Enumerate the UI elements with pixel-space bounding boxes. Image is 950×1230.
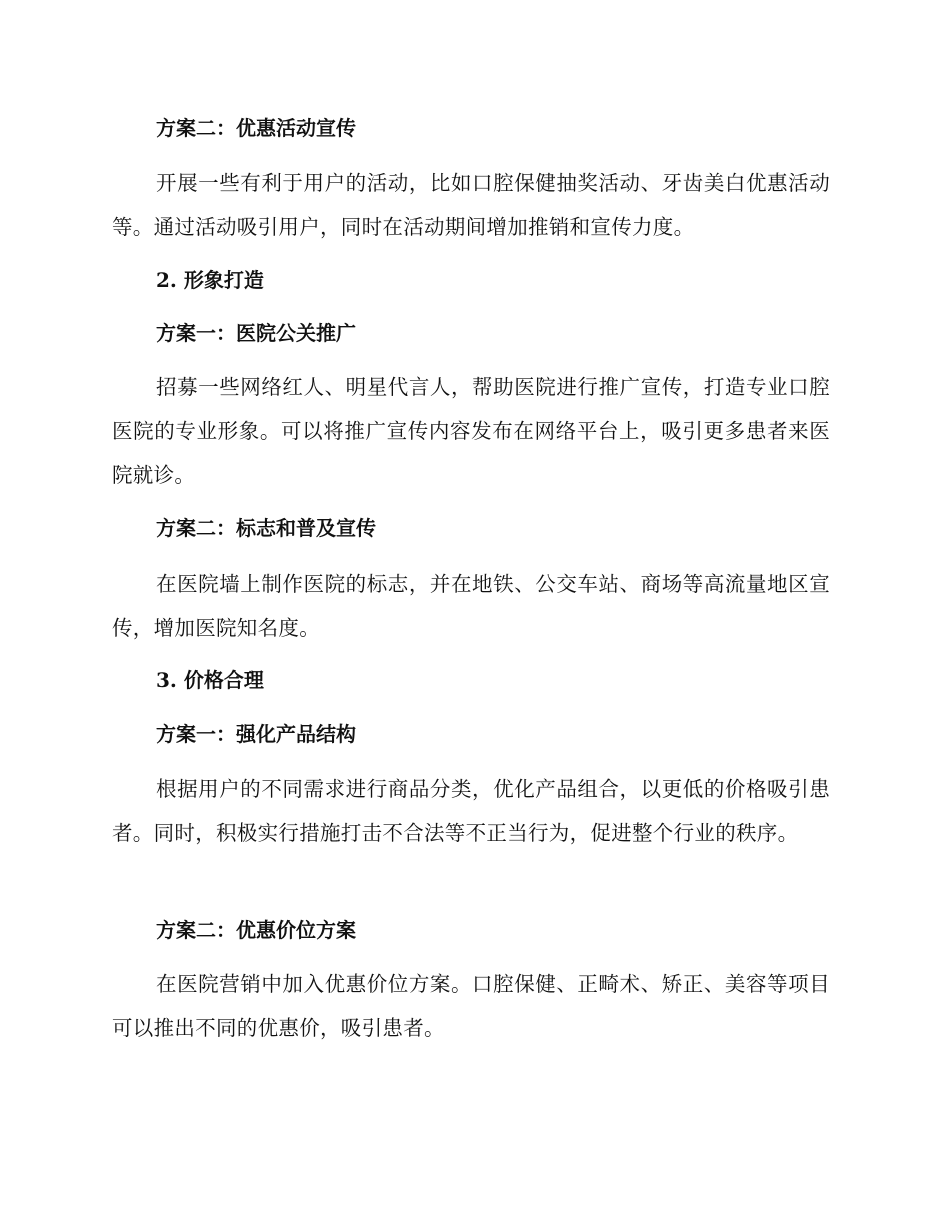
section-heading: 方案二：优惠活动宣传 [156, 116, 356, 140]
body-paragraph: 根据用户的不同需求进行商品分类，优化产品组合，以更低的价格吸引患者。同时，积极实行措施打击不合法等不正当行为，促进整个行业的秩序。 [112, 777, 830, 845]
body-paragraph: 在医院营销中加入优惠价位方案。口腔保健、正畸术、矫正、美容等项目可以推出不同的优惠价，吸引患者。 [112, 972, 830, 1040]
section-heading: 方案二：优惠价位方案 [156, 918, 356, 942]
section-heading: 方案一：强化产品结构 [156, 722, 356, 746]
body-paragraph: 招募一些网络红人、明星代言人，帮助医院进行推广宣传，打造专业口腔医院的专业形象。可以将推广宣传内容发布在网络平台上，吸引更多患者来医院就诊。 [112, 375, 830, 487]
numbered-heading: 3. 价格合理 [156, 668, 264, 692]
numbered-heading: 2. 形象打造 [156, 268, 264, 292]
section-heading: 方案一：医院公关推广 [156, 321, 356, 345]
body-paragraph: 开展一些有利于用户的活动，比如口腔保健抽奖活动、牙齿美白优惠活动等。通过活动吸引用户，同时在活动期间增加推销和宣传力度。 [112, 171, 830, 239]
body-paragraph: 在医院墙上制作医院的标志，并在地铁、公交车站、商场等高流量地区宣传，增加医院知名度。 [112, 572, 830, 640]
section-heading: 方案二：标志和普及宣传 [156, 516, 376, 540]
